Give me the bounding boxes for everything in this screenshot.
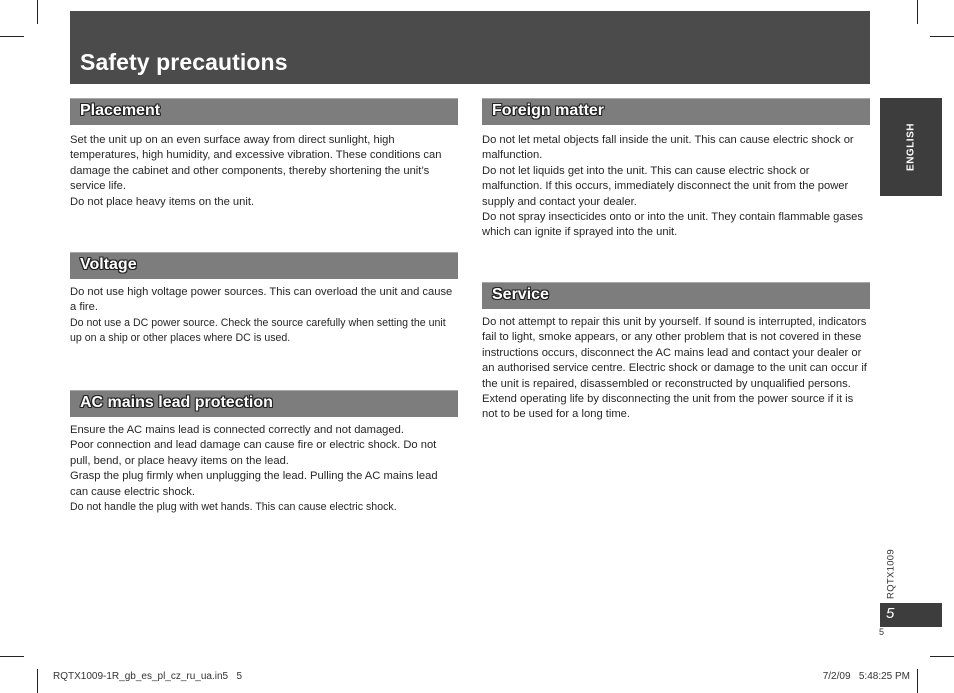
- section-heading: Voltage: [80, 256, 137, 273]
- section-placement: [70, 98, 458, 210]
- section-body: [70, 279, 458, 347]
- crop-mark: [37, 669, 38, 693]
- paragraph: Poor connection and lead damage can cause fire or electric shock. Do not pull, bend, or place heavy items on the lead.: [70, 439, 437, 467]
- section-header: [70, 390, 458, 417]
- section-service: [482, 282, 870, 423]
- section-heading: AC mains lead protection: [80, 394, 273, 411]
- page-number: 5: [886, 605, 895, 622]
- section-header: [70, 98, 458, 125]
- crop-mark: [930, 36, 954, 37]
- paragraph: Do not attempt to repair this unit by yourself. If sound is interrupted, indicators fail to light, smoke appears, or any other problem that is not covered in these instructions occurs, disconnect the AC mains lead and contact your dealer or an authorised service centre. Electric shock or damage to the unit can occur if the unit is repaired, disassembled or reconstructed by unqualified persons.: [482, 316, 867, 390]
- paragraph: Do not use a DC power source. Check the source carefully when setting the unit up on a ship or other places where DC is used.: [70, 316, 446, 345]
- section-body: [482, 309, 870, 423]
- crop-mark: [917, 0, 918, 24]
- paragraph: Do not spray insecticides onto or into the unit. They contain flammable gases which can ignite if sprayed into the unit.: [482, 211, 863, 239]
- section-body: [482, 125, 870, 241]
- section-ac-mains: [70, 390, 458, 515]
- paragraph: Grasp the plug firmly when unplugging the lead. Pulling the AC mains lead can cause electric shock.: [70, 470, 438, 498]
- section-header: [70, 252, 458, 279]
- crop-mark: [37, 0, 38, 24]
- paragraph: Set the unit up on an even surface away from direct sunlight, high temperatures, high humidity, and excessive vibration. These conditions can damage the cabinet and other components, thereby shortening the unit’s service life.: [70, 134, 442, 193]
- section-voltage: [70, 252, 458, 347]
- language-tab: [880, 98, 942, 196]
- section-heading: Service: [492, 286, 549, 303]
- page-title: Safety precautions: [80, 49, 288, 75]
- crop-mark: [0, 36, 24, 37]
- title-band: [70, 11, 870, 84]
- section-body: [70, 125, 458, 210]
- section-header: [482, 282, 870, 309]
- crop-mark: [930, 656, 954, 657]
- model-code-label: RQTX1009: [885, 549, 897, 599]
- section-header: [482, 98, 870, 125]
- model-code: [884, 548, 898, 600]
- paragraph: Do not let liquids get into the unit. This can cause electric shock or malfunction. If this occurs, immediately disconnect the unit from the power supply and contact your dealer.: [482, 164, 849, 208]
- page-number-box: [880, 603, 942, 627]
- section-heading: Foreign matter: [492, 102, 605, 119]
- section-foreign-matter: [482, 98, 870, 241]
- paragraph: Do not use high voltage power sources. This can overload the unit and cause a fire.: [70, 286, 453, 314]
- paragraph: Extend operating life by disconnecting the unit from the power source if it is not to be used for a long time.: [482, 393, 854, 421]
- paragraph: Do not handle the plug with wet hands. This can cause electric shock.: [70, 501, 397, 514]
- crop-mark: [0, 656, 24, 657]
- paragraph: Do not place heavy items on the unit.: [70, 195, 255, 208]
- page-number-small: 5: [879, 627, 885, 637]
- section-heading: Placement: [80, 102, 161, 119]
- footer-timestamp: 7/2/09 5:48:25 PM: [822, 671, 910, 682]
- language-label: ENGLISH: [905, 123, 917, 171]
- paragraph: Do not let metal objects fall inside the unit. This can cause electric shock or malfunction.: [482, 134, 854, 162]
- crop-mark: [917, 669, 918, 693]
- section-body: [70, 417, 458, 515]
- paragraph: Ensure the AC mains lead is connected correctly and not damaged.: [70, 424, 404, 436]
- footer-file: RQTX1009-1R_gb_es_pl_cz_ru_ua.in5 5: [53, 671, 243, 682]
